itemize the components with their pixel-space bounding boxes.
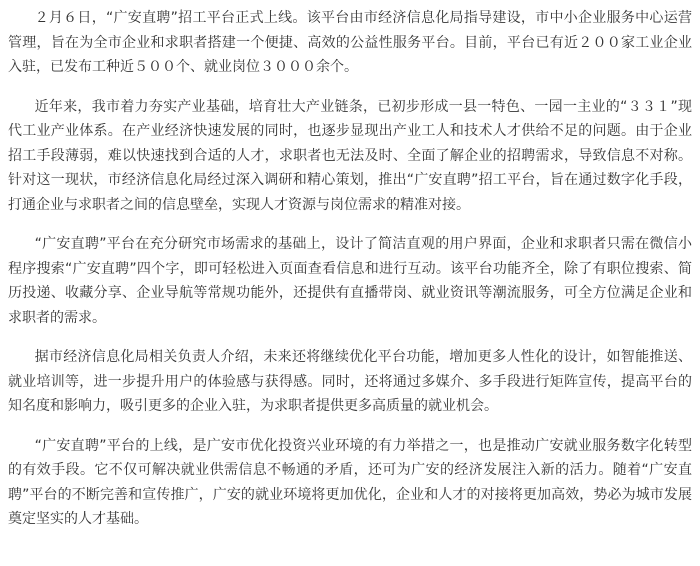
article-paragraph-3: “广安直聘”平台在充分研究市场需求的基础上，设计了简洁直观的用户界面，企业和求职者只需在微信小程序搜索“广安直聘”四个字，即可轻松进入页面查看信息和进行互动。该平台功能齐全，除了有职位搜索、简历投递、收藏分享、企业导航等常规功能外，还提供有直播带岗、就业资讯等潮流服务，可全方位满足企业和求职者的需求。 (8, 236, 692, 326)
article-paragraph-1: ２月６日，“广安直聘”招工平台正式上线。该平台由市经济信息化局指导建设，市中小企业服务中心运营管理，旨在为全市企业和求职者搭建一个便捷、高效的公益性服务平台。目前，平台已有近２００家工业企业入驻，已发布工种近５００个、就业岗位３０００余个。 (8, 10, 692, 75)
article-paragraph-2: 近年来，我市着力夯实产业基础，培育壮大产业链条，已初步形成一县一特色、一园一主业的“３３１”现代工业产业体系。在产业经济快速发展的同时，也逐步显现出产业工人和技术人才供给不足的问题。由于企业招工手段薄弱，难以快速找到合适的人才，求职者也无法及时、全面了解企业的招聘需求，导致信息不对称。针对这一现状，市经济信息化局经过深入调研和精心策划，推出“广安直聘”招工平台，旨在通过数字化手段，打通企业与求职者之间的信息壁垒，实现人才资源与岗位需求的精准对接。 (8, 98, 692, 213)
article-paragraph-5: “广安直聘”平台的上线，是广安市优化投资兴业环境的有力举措之一，也是推动广安就业服务数字化转型的有效手段。它不仅可解决就业供需信息不畅通的矛盾，还可为广安的经济发展注入新的活力。随着“广安直聘”平台的不断完善和宣传推广，广安的就业环境将更加优化，企业和人才的对接将更加高效，势必为城市发展奠定坚实的人才基础。 (8, 437, 692, 527)
article-paragraph-4: 据市经济信息化局相关负责人介绍，未来还将继续优化平台功能，增加更多人性化的设计，如智能推送、就业培训等，进一步提升用户的体验感与获得感。同时，还将通过多媒介、多手段进行矩阵宣传，提高平台的知名度和影响力，吸引更多的企业入驻，为求职者提供更多高质量的就业机会。 (8, 349, 692, 414)
